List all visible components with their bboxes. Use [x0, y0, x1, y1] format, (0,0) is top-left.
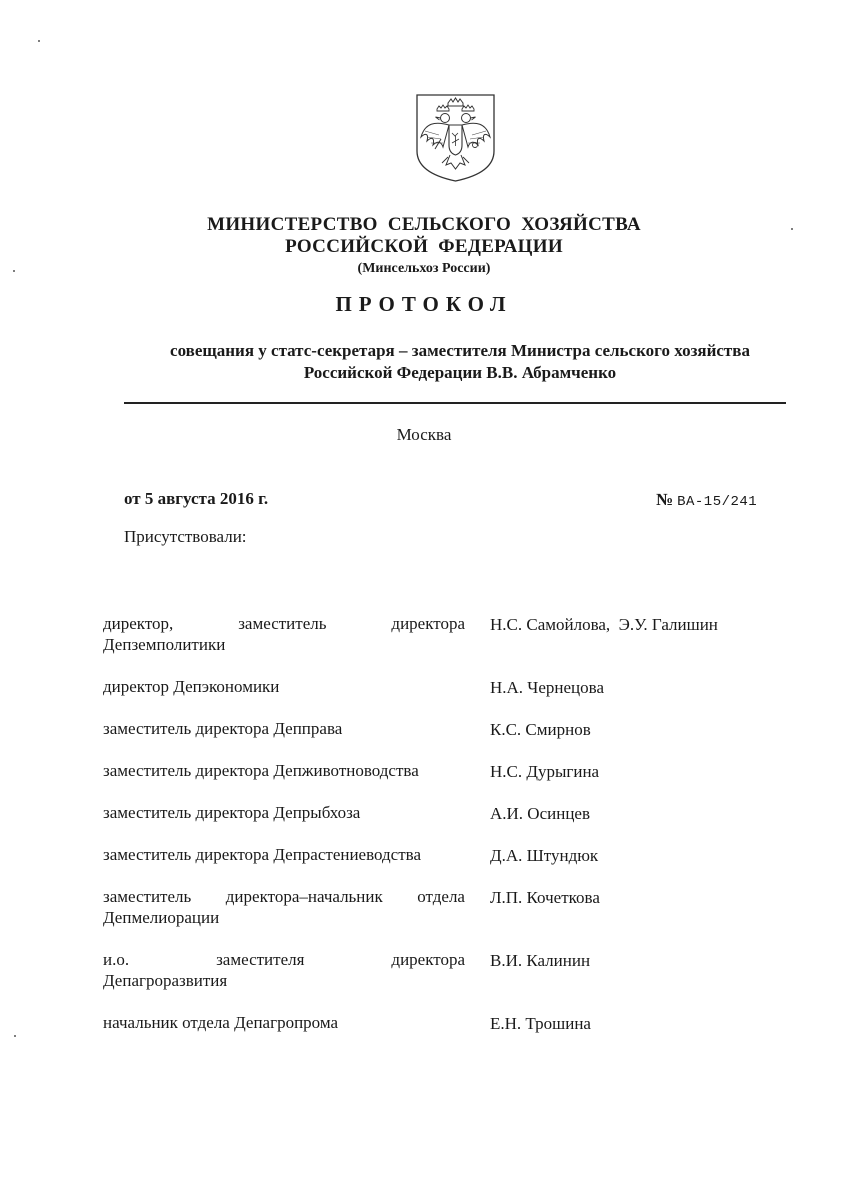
role-word: директор, — [103, 614, 174, 633]
attendee-name: Н.С. Самойлова, Э.У. Галишин — [490, 615, 718, 634]
role-word: директора — [391, 950, 465, 969]
scan-speck — [14, 1035, 16, 1037]
protocol-number — [656, 490, 757, 510]
scan-speck — [13, 270, 15, 272]
role-word: директора — [391, 614, 465, 633]
attendee-name: Н.С. Дурыгина — [490, 762, 600, 781]
horizontal-rule — [124, 402, 786, 404]
scan-speck — [38, 40, 40, 42]
attendee-name: Е.Н. Трошина — [490, 1014, 591, 1033]
role-word: заместитель — [238, 614, 327, 633]
attendee-name: К.С. Смирнов — [490, 720, 591, 739]
protocol-date: от 5 августа 2016 г. — [124, 489, 269, 508]
number-value: ВА-15/241 — [677, 494, 758, 510]
document-title: ПРОТОКОЛ — [335, 292, 513, 316]
scan-speck — [791, 228, 793, 230]
role-line2: Депагроразвития — [103, 971, 228, 990]
role-word: заместителя — [216, 950, 305, 969]
ministry-name-line1: МИНИСТЕРСТВО СЕЛЬСКОГО ХОЗЯЙСТВА — [207, 214, 641, 235]
attendee-role: заместитель директора Депживотноводства — [103, 761, 419, 780]
attendee-role: заместитель директора Депправа — [103, 719, 343, 738]
attendee-name: Л.П. Кочеткова — [490, 888, 600, 907]
present-label: Присутствовали: — [124, 527, 247, 546]
attendee-name: А.И. Осинцев — [490, 804, 590, 823]
attendee-name: Д.А. Штундюк — [490, 846, 599, 865]
role-word: отдела — [417, 887, 465, 906]
ministry-short-name: (Минсельхоз России) — [357, 261, 491, 276]
role-word: и.о. — [103, 950, 130, 969]
role-word: заместитель — [103, 887, 192, 906]
role-word: директора–начальник — [225, 887, 383, 906]
coat-of-arms-icon — [415, 93, 496, 183]
ministry-name-line2: РОССИЙСКОЙ ФЕДЕРАЦИИ — [285, 236, 563, 257]
attendee-role: начальник отдела Депагропрома — [103, 1013, 339, 1032]
attendee-role: заместитель директора Депрастениеводства — [103, 845, 421, 864]
role-line2: Депмелиорации — [103, 908, 220, 927]
attendee-role: заместитель директора Депрыбхоза — [103, 803, 361, 822]
number-sign: № — [656, 490, 674, 509]
subject-line1: совещания у статс-секретаря – заместителя Министра сельского хозяйства — [170, 341, 750, 360]
attendee-role — [103, 886, 465, 928]
subject-line2: Российской Федерации В.В. Абрамченко — [303, 363, 617, 382]
attendee-role — [103, 613, 465, 655]
attendee-name: Н.А. Чернецова — [490, 678, 604, 697]
attendee-name: В.И. Калинин — [490, 951, 591, 970]
role-line2: Депземполитики — [103, 635, 226, 654]
attendee-role: директор Депэкономики — [103, 677, 280, 696]
city: Москва — [396, 425, 452, 444]
attendee-role — [103, 949, 465, 991]
